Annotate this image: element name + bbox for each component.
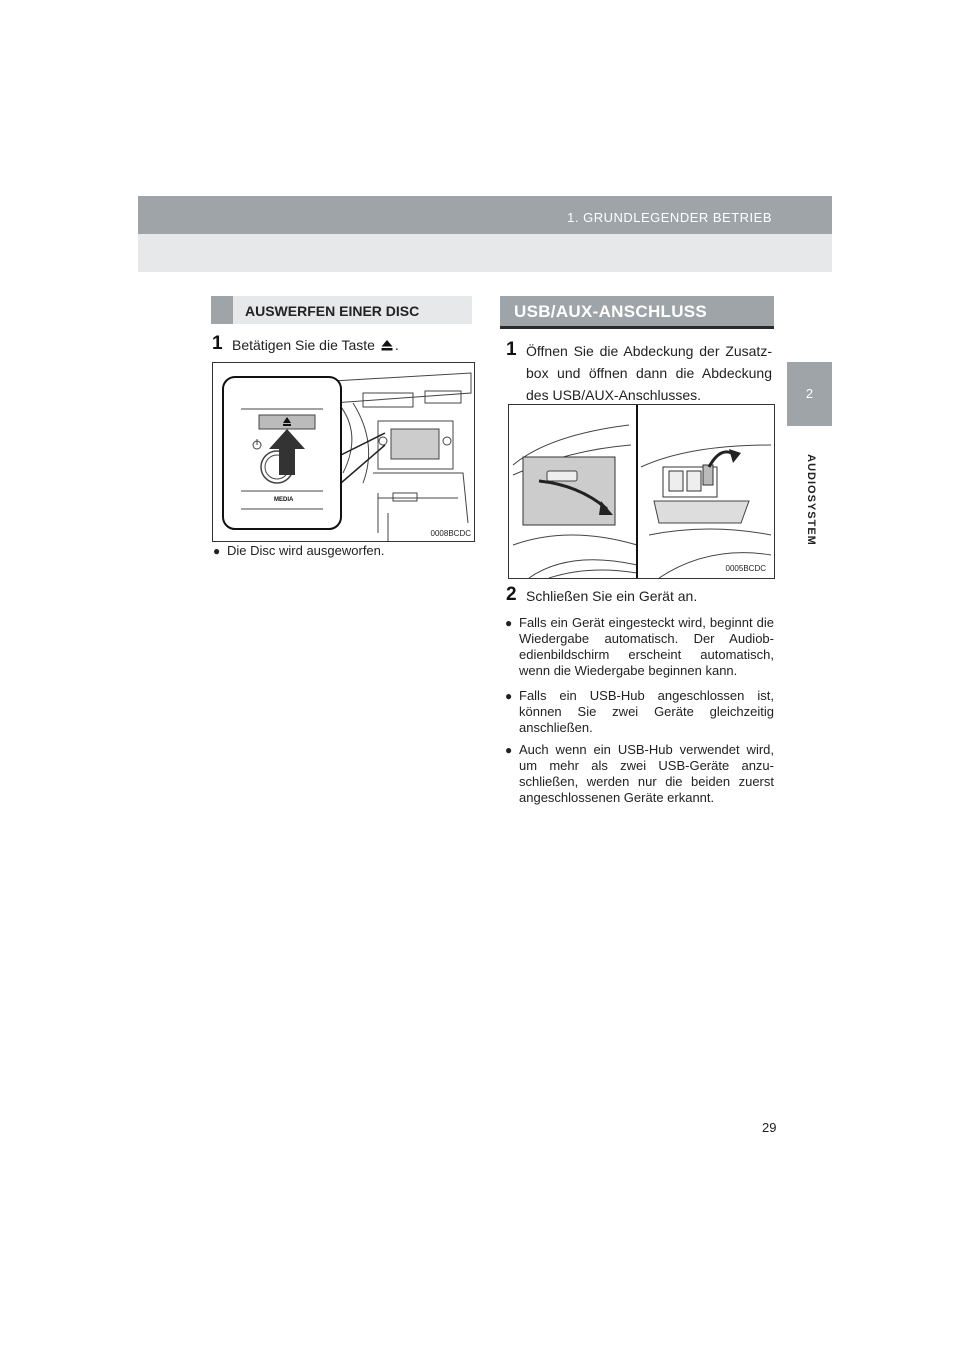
chapter-title: 1. GRUNDLEGENDER BETRIEB: [567, 210, 772, 225]
bullet-text: Auch wenn ein USB-Hub verwendet wird, um mehr als zwei USB-Geräte anzu-schließen, werden nur die beiden zuerst angeschlossenen Geräte erkannt.: [519, 742, 774, 805]
bullet-text: Falls ein USB-Hub angeschlossen ist, können Sie zwei Geräte gleichzeitig anschließen.: [519, 688, 774, 735]
chapter-side-label: [800, 436, 820, 566]
section-heading-usb: [500, 296, 774, 329]
step-usb-1: [506, 340, 772, 406]
console-illustration: [509, 405, 774, 578]
bullet-item: [213, 543, 473, 559]
page-number: 29: [762, 1120, 777, 1135]
step-number: 1: [212, 333, 223, 354]
figure-code: 0005BCDC: [725, 564, 766, 573]
header-band: [138, 196, 832, 234]
step-text: Schließen Sie ein Gerät an.: [526, 588, 698, 604]
bullet-marker: ●: [505, 689, 513, 703]
step-eject-1: [212, 334, 474, 356]
bullet-text: Die Disc wird ausgeworfen.: [227, 543, 385, 558]
step-usb-2: [506, 585, 772, 607]
chapter-tab-number: 2: [787, 362, 832, 426]
step-number: 2: [506, 584, 517, 605]
bullet-marker: ●: [213, 544, 221, 558]
section-title-usb: USB/AUX-ANSCHLUSS: [514, 302, 708, 321]
bullet-marker: ●: [505, 616, 513, 630]
chapter-side-label-text: AUDIOSYSTEM: [805, 454, 817, 546]
section-heading-eject: [211, 296, 472, 324]
bullet-marker: ●: [505, 743, 513, 757]
media-button-label: MEDIA: [274, 497, 294, 503]
step-text-end: .: [394, 337, 399, 353]
bullet-item: [505, 688, 774, 736]
bullet-item: [505, 742, 774, 806]
step-text: Betätigen Sie die Taste: [232, 337, 375, 353]
section-title-eject: AUSWERFEN EINER DISC: [245, 303, 420, 319]
section-heading-accent: [211, 296, 233, 324]
step-number: 1: [506, 339, 517, 360]
step-text: Öffnen Sie die Abdeckung der Zusatz-box und öffnen dann die Abdeckung des USB/AUX-Anschlusses.: [526, 343, 772, 403]
bullet-text: Falls ein Gerät eingesteckt wird, beginnt die Wiedergabe automatisch. Der Audiob-edienbildschirm erscheint automatisch, wenn die Wiedergabe beginnen kann.: [519, 615, 774, 678]
page-header: [138, 196, 832, 272]
bullet-item: [505, 615, 774, 679]
dashboard-illustration: [213, 363, 474, 541]
figure-usb-port: [508, 404, 775, 579]
eject-icon: [381, 339, 393, 351]
figure-eject-button: [212, 362, 475, 542]
figure-code: 0008BCDC: [430, 529, 471, 538]
